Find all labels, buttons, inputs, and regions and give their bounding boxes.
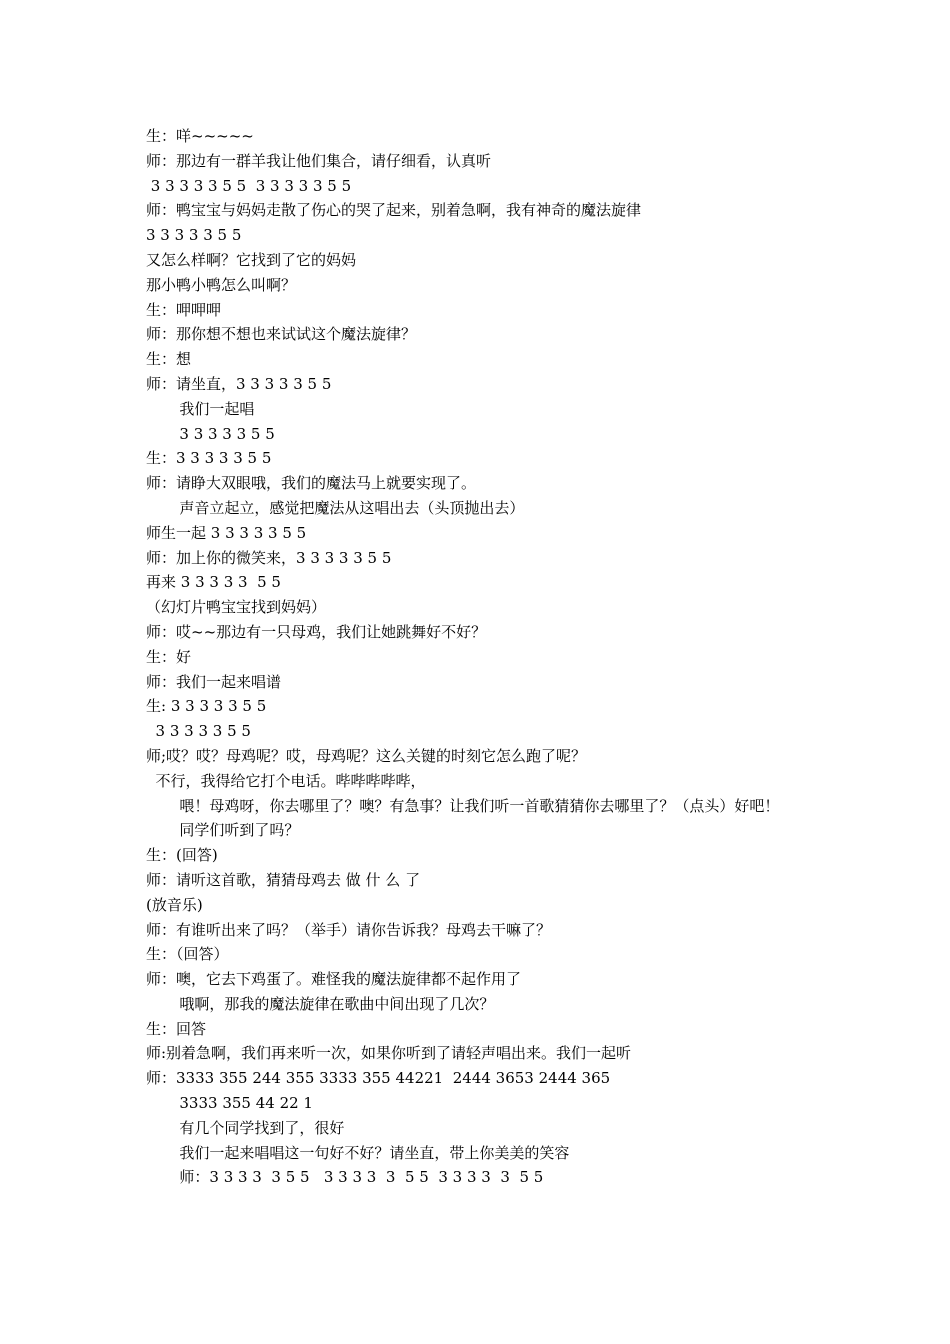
text-line: 师：请坐直，3 3 3 3 3 5 5 <box>146 374 332 393</box>
text-line: 生：(回答) <box>146 846 218 865</box>
text-line: （幻灯片鸭宝宝找到妈妈） <box>146 598 327 617</box>
text-line: 生: 3 3 3 3 3 5 5 <box>146 697 267 716</box>
text-line: 师:别着急啊，我们再来听一次，如果你听到了请轻声唱出来。我们一起听 <box>146 1044 632 1063</box>
text-line: 师：哎~~那边有一只母鸡，我们让她跳舞好不好？ <box>146 622 487 641</box>
text-line: 师;哎？哎？母鸡呢？哎，母鸡呢？这么关键的时刻它怎么跑了呢？ <box>146 746 587 765</box>
text-line: 生：想 <box>146 350 192 369</box>
text-line: 再来 3 3 3 3 3 5 5 <box>146 573 281 592</box>
text-line: 有几个同学找到了，很好 <box>146 1118 345 1137</box>
text-line: 师：加上你的微笑来，3 3 3 3 3 5 5 <box>146 548 392 567</box>
text-line: 3 3 3 3 3 5 5 <box>146 722 251 741</box>
text-line: 声音立起立，感觉把魔法从这唱出去（头顶抛出去） <box>146 498 525 517</box>
text-line: 师：请睁大双眼哦，我们的魔法马上就要实现了。 <box>146 474 477 493</box>
lesson-transcript <box>146 124 826 1190</box>
text-line: 生：（回答） <box>146 945 229 964</box>
text-line: 不行，我得给它打个电话。哔哔哔哔哔， <box>146 771 426 790</box>
text-line: 师：那边有一群羊我让他们集合，请仔细看，认真听 <box>146 151 492 170</box>
text-line: 我们一起来唱唱这一句好不好？请坐直，带上你美美的笑容 <box>146 1143 570 1162</box>
text-line: 生：好 <box>146 647 192 666</box>
text-line: (放音乐) <box>146 895 203 914</box>
text-line: 师：我们一起来唱谱 <box>146 672 282 691</box>
text-line: 哦啊，那我的魔法旋律在歌曲中间出现了几次？ <box>146 994 495 1013</box>
text-line: 我们一起唱 <box>146 399 255 418</box>
text-line: 生：咩~~~~~ <box>146 127 254 145</box>
text-line: 师：有谁听出来了吗？（举手）请你告诉我？母鸡去干嘛了？ <box>146 920 552 939</box>
text-line: 3 3 3 3 3 5 5 <box>146 424 275 443</box>
text-line: 又怎么样啊？它找到了它的妈妈 <box>146 250 357 269</box>
text-line: 3333 355 44 22 1 <box>146 1094 313 1113</box>
text-line: 喂！母鸡呀，你去哪里了？噢？有急事？让我们听一首歌猜猜你去哪里了？（点头）好吧！ <box>146 796 780 815</box>
text-line: 生：呷呷呷 <box>146 300 222 319</box>
text-line: 3 3 3 3 3 5 5 <box>146 226 242 245</box>
text-line: 3 3 3 3 3 5 5 3 3 3 3 3 5 5 <box>146 176 352 195</box>
text-line: 那小鸭小鸭怎么叫啊？ <box>146 275 297 294</box>
text-line: 师生一起 3 3 3 3 3 5 5 <box>146 523 307 542</box>
text-line: 师：噢，它去下鸡蛋了。难怪我的魔法旋律都不起作用了 <box>146 970 522 989</box>
text-line: 师：鸭宝宝与妈妈走散了伤心的哭了起来，别着急啊，我有神奇的魔法旋律 <box>146 201 642 220</box>
text-line: 同学们听到了吗？ <box>146 821 300 840</box>
text-line: 师：3 3 3 3 3 5 5 3 3 3 3 3 5 5 3 3 3 3 3 5 5 <box>146 1168 544 1187</box>
text-line: 师：那你想不想也来试试这个魔法旋律？ <box>146 325 417 344</box>
text-line: 生：回答 <box>146 1019 207 1038</box>
text-line: 师：请听这首歌，猜猜母鸡去 做 什 么 了 <box>146 870 421 889</box>
text-line: 生：3 3 3 3 3 5 5 <box>146 449 272 468</box>
text-line: 师：3333 355 244 355 3333 355 44221 2444 3653 2444 365 <box>146 1069 611 1088</box>
